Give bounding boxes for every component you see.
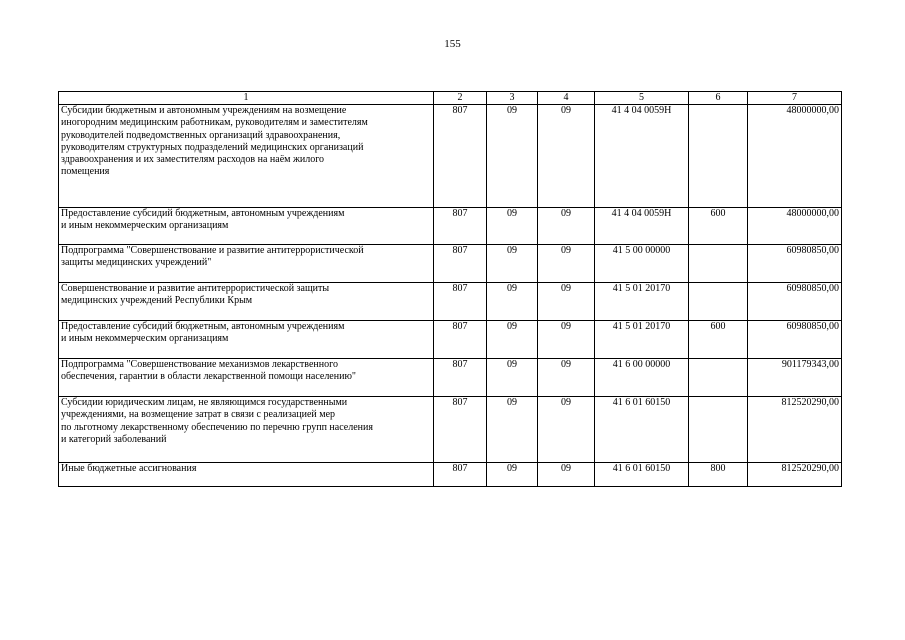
- row-description: [59, 105, 434, 208]
- amount: 48000000,00: [748, 105, 842, 208]
- section-code: 09: [487, 397, 538, 463]
- row-description: [59, 397, 434, 463]
- expense-type-code: [689, 397, 748, 463]
- target-article-code: 41 6 00 00000: [595, 359, 689, 397]
- header-col-2: 2: [434, 92, 487, 105]
- subsection-code: 09: [538, 283, 595, 321]
- row-description: [59, 245, 434, 283]
- ministry-code: 807: [434, 397, 487, 463]
- expense-type-code: [689, 283, 748, 321]
- description-line: здравоохранения и их заместителям расходов на наём жилого: [61, 154, 325, 166]
- table-row: [59, 359, 842, 397]
- description-line: Предоставление субсидий бюджетным, автономным учреждениям: [61, 321, 345, 332]
- subsection-code: 09: [538, 359, 595, 397]
- description-line: защиты медицинских учреждений": [61, 257, 212, 269]
- ministry-code: 807: [434, 359, 487, 397]
- description-line: обеспечения, гарантии в области лекарственной помощи населению": [61, 371, 356, 383]
- target-article-code: 41 4 04 0059Н: [595, 208, 689, 245]
- target-article-code: 41 6 01 60150: [595, 463, 689, 487]
- amount: 812520290,00: [748, 463, 842, 487]
- ministry-code: 807: [434, 321, 487, 359]
- expense-type-code: [689, 245, 748, 283]
- expense-type-code: 600: [689, 208, 748, 245]
- description-line: Субсидии юридическим лицам, не являющимся государственными: [61, 397, 348, 408]
- target-article-code: 41 5 00 00000: [595, 245, 689, 283]
- row-description: [59, 463, 434, 487]
- section-code: 09: [487, 463, 538, 487]
- description-line: Иные бюджетные ассигнования: [61, 463, 197, 474]
- header-col-5: 5: [595, 92, 689, 105]
- subsection-code: 09: [538, 321, 595, 359]
- subsection-code: 09: [538, 245, 595, 283]
- expense-type-code: 600: [689, 321, 748, 359]
- description-line: медицинских учреждений Республики Крым: [61, 295, 253, 307]
- table-row: [59, 283, 842, 321]
- row-description: [59, 359, 434, 397]
- ministry-code: 807: [434, 463, 487, 487]
- amount: 48000000,00: [748, 208, 842, 245]
- description-line: Подпрограмма "Совершенствование и развитие антитеррористической: [61, 245, 364, 256]
- page-number: 155: [444, 38, 461, 50]
- description-line: руководителей подведомственных организаций здравоохранения,: [61, 129, 341, 141]
- description-line: учреждениями, на возмещение затрат в связи с реализацией мер: [61, 409, 336, 421]
- section-code: 09: [487, 245, 538, 283]
- table-row: [59, 208, 842, 245]
- row-description: [59, 208, 434, 245]
- expense-type-code: [689, 105, 748, 208]
- section-code: 09: [487, 283, 538, 321]
- target-article-code: 41 4 04 0059Н: [595, 105, 689, 208]
- row-description: [59, 321, 434, 359]
- description-line: Предоставление субсидий бюджетным, автономным учреждениям: [61, 208, 345, 219]
- header-col-1: 1: [59, 92, 434, 105]
- header-col-6: 6: [689, 92, 748, 105]
- expense-type-code: [689, 359, 748, 397]
- section-code: 09: [487, 359, 538, 397]
- description-line: иногородним медицинским работникам, руководителям и заместителям: [61, 117, 368, 129]
- subsection-code: 09: [538, 397, 595, 463]
- description-line: руководителям структурных подразделений медицинских организаций: [61, 141, 364, 153]
- table-row: [59, 463, 842, 487]
- description-line: по льготному лекарственному обеспечению по перечню групп населения: [61, 421, 373, 433]
- ministry-code: 807: [434, 245, 487, 283]
- target-article-code: 41 6 01 60150: [595, 397, 689, 463]
- description-line: и категорий заболеваний: [61, 433, 167, 445]
- description-line: Совершенствование и развитие антитеррористической защиты: [61, 283, 330, 294]
- ministry-code: 807: [434, 283, 487, 321]
- table-row: [59, 105, 842, 208]
- target-article-code: 41 5 01 20170: [595, 321, 689, 359]
- expense-type-code: 800: [689, 463, 748, 487]
- description-line: Субсидии бюджетным и автономным учреждениям на возмещение: [61, 105, 347, 116]
- subsection-code: 09: [538, 105, 595, 208]
- description-line: Подпрограмма "Совершенствование механизмов лекарственного: [61, 359, 338, 370]
- amount: 60980850,00: [748, 245, 842, 283]
- ministry-code: 807: [434, 208, 487, 245]
- table-row: [59, 245, 842, 283]
- header-col-7: 7: [748, 92, 842, 105]
- ministry-code: 807: [434, 105, 487, 208]
- header-row: [59, 92, 842, 105]
- amount: 901179343,00: [748, 359, 842, 397]
- subsection-code: 09: [538, 208, 595, 245]
- table-row: [59, 397, 842, 463]
- table-row: [59, 321, 842, 359]
- description-line: и иным некоммерческим организациям: [61, 333, 229, 345]
- amount: 60980850,00: [748, 283, 842, 321]
- budget-table: [58, 91, 842, 487]
- description-line: и иным некоммерческим организациям: [61, 220, 229, 232]
- amount: 60980850,00: [748, 321, 842, 359]
- section-code: 09: [487, 208, 538, 245]
- target-article-code: 41 5 01 20170: [595, 283, 689, 321]
- amount: 812520290,00: [748, 397, 842, 463]
- header-col-3: 3: [487, 92, 538, 105]
- row-description: [59, 283, 434, 321]
- section-code: 09: [487, 105, 538, 208]
- subsection-code: 09: [538, 463, 595, 487]
- header-col-4: 4: [538, 92, 595, 105]
- description-line: помещения: [61, 166, 110, 178]
- section-code: 09: [487, 321, 538, 359]
